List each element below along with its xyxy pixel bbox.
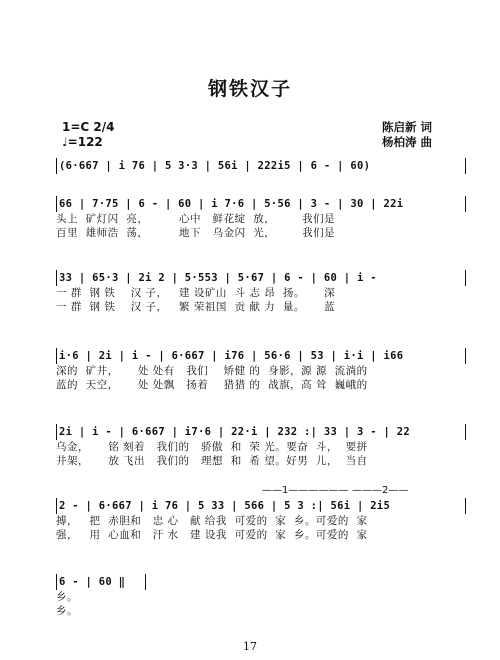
lyric-verse-2: 井架， 放 飞出 我们的 理想 和 希 望。好男 儿， 当自 — [56, 455, 368, 467]
key-tempo — [62, 120, 114, 150]
lyric-verse-1: 乌金， 铭 刻着 我们的 骄傲 和 荣 光。要奋 斗， 要拼 — [56, 441, 368, 453]
volta-bracket-2: ———2—— — [352, 485, 409, 496]
staff-system-intro — [56, 158, 466, 174]
lyric-verse-1: 搏， 把 赤胆和 忠 心 献 给我 可爱的 家 乡。可爱的 家 — [56, 515, 368, 527]
notation-line: 66 | 7·75 | 6 - | 60 | i 7·6 | 5·56 | 3 - | 30 | 22i — [56, 196, 466, 212]
notation-line: (6·667 | i 76 | 5 3·3 | 56i | 222i5 | 6 - | 60) — [56, 158, 466, 174]
volta-bracket-1: ——1—————— — [262, 485, 349, 496]
notation-line: i·6 | 2i | i - | 6·667 | i76 | 56·6 | 53 | i·i | i66 — [56, 348, 466, 364]
lyricist: 陈启新 词 — [382, 120, 433, 134]
lyric-verse-2: 强， 用 心血和 汗 水 建 设我 可爱的 家 乡。可爱的 家 — [56, 529, 368, 541]
lyric-verse-2: 一 群 钢 铁 汉 子， 繁 荣祖国 贡 献 力 量。 蓝 — [56, 301, 336, 313]
composer: 杨柏涛 曲 — [382, 135, 433, 149]
notation-line: 33 | 65·3 | 2i 2 | 5·553 | 5·67 | 6 - | 60 | i - — [56, 270, 466, 286]
volta-number-1: 1 — [282, 485, 289, 496]
staff-system-ending — [56, 574, 146, 618]
lyric-verse-2: 蓝的 天空， 处 处飘 扬着 猎猎 的 战旗，高 耸 巍峨的 — [56, 379, 368, 391]
lyric-verse-1: 头上 矿灯闪 亮， 心中 鲜花绽 放， 我们是 — [56, 213, 336, 225]
credits — [382, 120, 432, 150]
notation-line: 2 - | 6·667 | i 76 | 5 33 | 566 | 5 3 :| 56i | 2i5 — [56, 498, 466, 514]
staff-system-3 — [56, 348, 466, 392]
notation-line: 6 - | 60 ‖ — [56, 574, 146, 590]
staff-system-1 — [56, 196, 466, 240]
lyric-verse-2: 百里 雄师浩 荡， 地下 乌金闪 光， 我们是 — [56, 227, 336, 239]
notation-line: 2i | i - | 6·667 | i7·6 | 22·i | 232 :| 33 | 3 - | 22 — [56, 424, 466, 440]
volta-number-2: 2 — [382, 485, 389, 496]
staff-system-5 — [56, 498, 466, 542]
page-number: 17 — [243, 640, 257, 653]
staff-system-4 — [56, 424, 466, 468]
lyric-verse-1: 一 群 钢 铁 汉 子， 建 设矿山 斗 志 昂 扬。 深 — [56, 287, 336, 299]
staff-system-2 — [56, 270, 466, 314]
song-title: 钢铁汉子 — [207, 78, 292, 100]
lyric-verse-2: 乡。 — [56, 605, 78, 617]
key-signature: 1=C 2/4 — [62, 120, 115, 134]
tempo-marking: ♩=122 — [62, 135, 103, 149]
lyric-verse-1: 深的 矿井， 处 处有 我们 矫健 的 身影，源 源 流淌的 — [56, 365, 368, 377]
lyric-verse-1: 乡。 — [56, 591, 78, 603]
